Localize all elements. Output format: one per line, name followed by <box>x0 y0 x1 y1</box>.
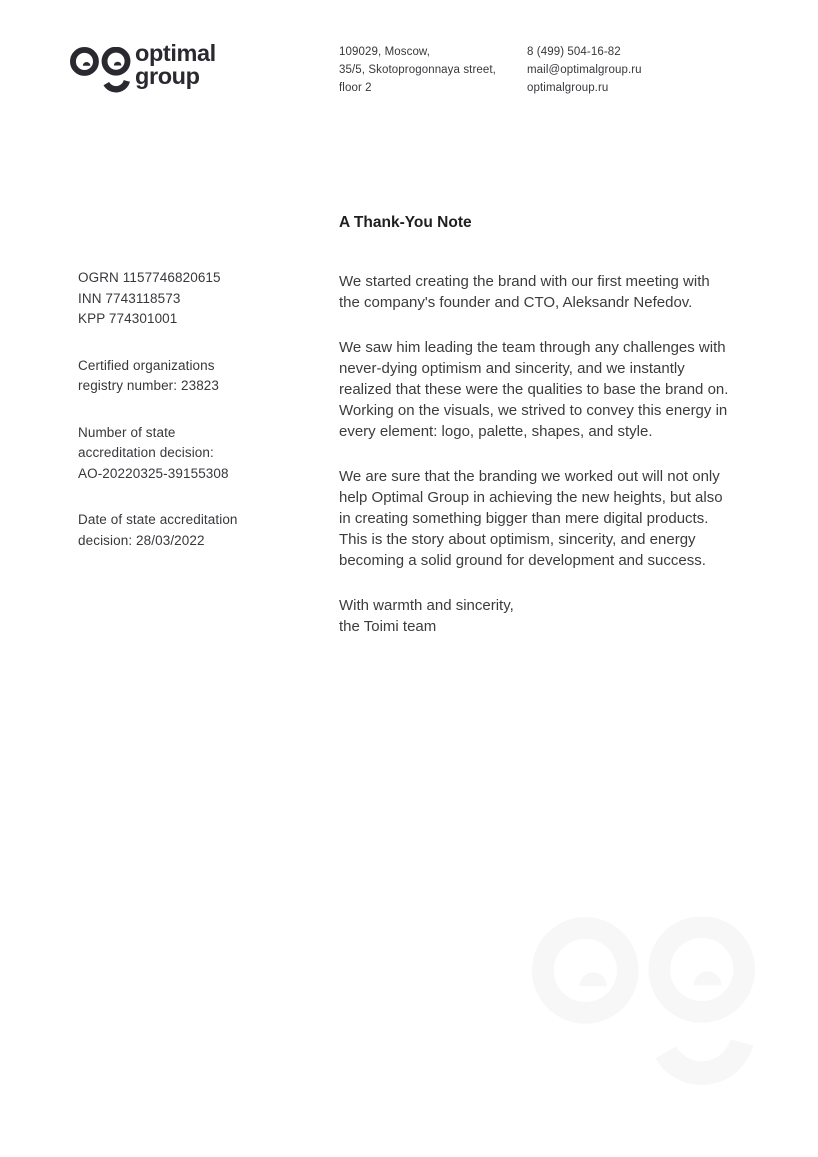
address-line: 35/5, Skotoprogonnaya street, <box>339 64 496 76</box>
letter-paragraph: We are sure that the branding we worked out will not only help Optimal Group in achieving the new heights, but also in creating something bigger than mere digital products. This is the story about optimism, sincerity, and energy becoming a solid ground for development and success. <box>339 468 723 569</box>
signoff-line: With warmth and sincerity, <box>339 597 514 614</box>
brand-name-line2: group <box>135 63 200 89</box>
meta-line: accreditation decision: <box>78 445 214 460</box>
meta-line: Number of state <box>78 424 176 440</box>
accreditation-date <box>78 510 268 551</box>
kpp-line: KPP 774301001 <box>78 311 178 326</box>
brand-logo <box>70 42 216 93</box>
registration-numbers <box>78 268 268 330</box>
ogrn-line: OGRN 1157746820615 <box>78 270 221 285</box>
meta-line: decision: 28/03/2022 <box>78 532 205 548</box>
certified-registry-number <box>78 356 268 397</box>
phone-number: 8 (499) 504-16-82 <box>527 46 621 58</box>
meta-line: AO-20220325-39155308 <box>78 465 229 481</box>
registration-details <box>78 268 268 577</box>
address-line: 109029, Moscow, <box>339 46 431 58</box>
signoff-line: the Toimi team <box>339 618 437 635</box>
watermark-logo-icon <box>532 917 757 1087</box>
letter-title: A Thank-You Note <box>339 214 472 231</box>
inn-line: INN 7743118573 <box>78 290 181 306</box>
email-link[interactable]: mail@optimalgroup.ru <box>527 64 642 76</box>
company-address <box>339 43 496 97</box>
address-line: floor 2 <box>339 82 372 94</box>
meta-line: Certified organizations <box>78 357 215 373</box>
letter-body <box>339 214 731 637</box>
optimal-group-logo-icon <box>70 47 131 93</box>
meta-line: registry number: 23823 <box>78 378 220 393</box>
website-link[interactable]: optimalgroup.ru <box>527 82 609 94</box>
accreditation-decision-number <box>78 423 268 485</box>
company-contacts <box>527 43 642 97</box>
brand-wordmark <box>135 42 216 88</box>
brand-name-line1: optimal <box>135 40 216 66</box>
letter-paragraph: We started creating the brand with our first meeting with the company's founder and CTO, Aleksandr Nefedov. <box>339 273 710 311</box>
letter-signoff <box>339 595 731 637</box>
letter-paragraph: We saw him leading the team through any challenges with never-dying optimism and sincerity, and we instantly realized that these were the qualities to base the brand on. Working on the visuals, we strived to convey this energy in every element: logo, palette, shapes, and style. <box>339 339 729 440</box>
meta-line: Date of state accreditation <box>78 512 238 527</box>
